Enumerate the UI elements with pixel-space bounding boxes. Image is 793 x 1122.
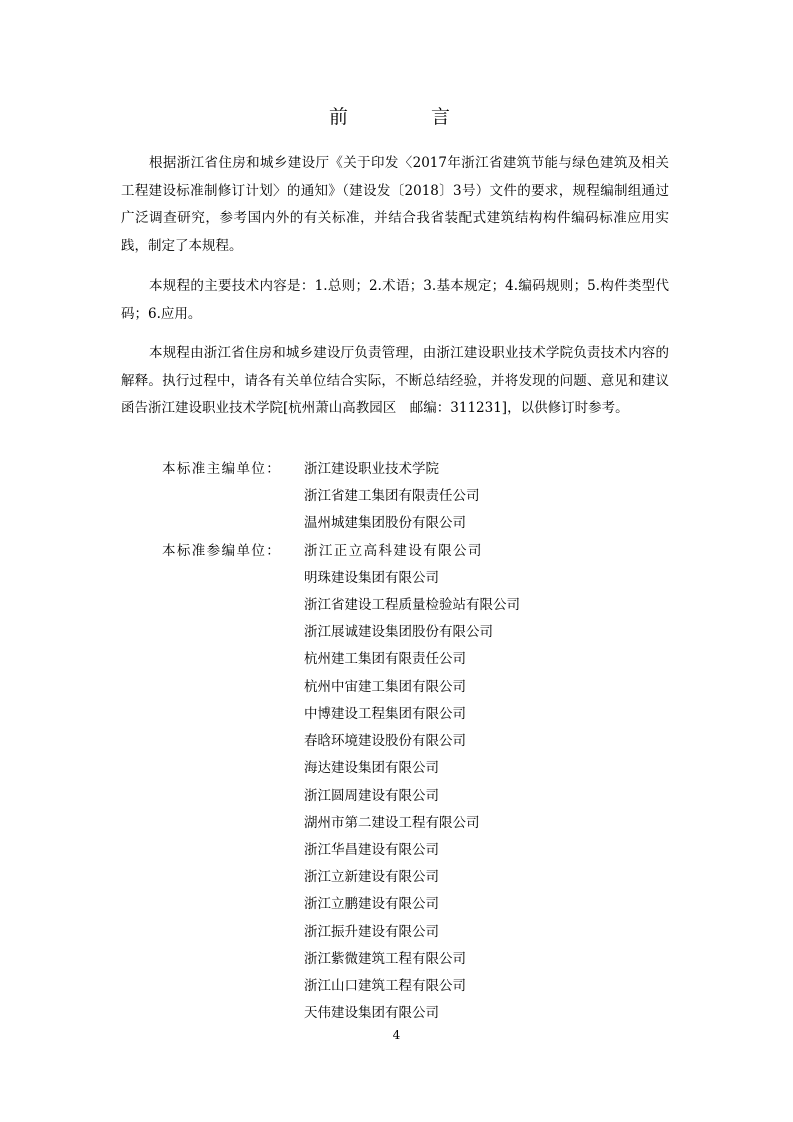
co-editor-unit: 浙江振升建设有限公司 [304, 924, 439, 940]
co-editor-unit: 杭州中宙建工集团有限公司 [304, 679, 466, 695]
co-editor-unit: 中博建设工程集团有限公司 [304, 706, 466, 722]
co-editor-row [0, 677, 793, 697]
co-editor-label: 本标准参编单位： [162, 543, 282, 559]
co-editor-row [0, 758, 793, 778]
co-editor-unit: 浙江正立高科建设有限公司 [304, 543, 483, 559]
co-editor-row [0, 867, 793, 887]
co-editor-row [0, 704, 793, 724]
chief-editor-unit: 浙江建设职业技术学院 [304, 461, 439, 477]
co-editor-row [0, 541, 793, 561]
co-editor-unit: 浙江华昌建设有限公司 [304, 842, 439, 858]
co-editor-row [0, 595, 793, 615]
co-editor-unit: 春晗环境建设股份有限公司 [304, 733, 466, 749]
chief-editor-unit: 浙江省建工集团有限责任公司 [304, 488, 480, 504]
paragraph-basis: 根据浙江省住房和城乡建设厅《关于印发〈2017年浙江省建筑节能与绿色建筑及相关工程建设标准制修订计划〉的通知》（建设发〔2018〕3号）文件的要求，规程编制组通过广泛调查研究，参考国内外的有关标准，并结合我省装配式建筑结构构件编码标准应用实践，制定了本规程。 [121, 155, 669, 254]
co-editor-unit: 浙江圆周建设有限公司 [304, 788, 439, 804]
co-editor-unit: 浙江展诚建设集团股份有限公司 [304, 624, 493, 640]
paragraph-management: 本规程由浙江省住房和城乡建设厅负责管理，由浙江建设职业技术学院负责技术内容的解释。执行过程中，请各有关单位结合实际，不断总结经验，并将发现的问题、意见和建议函告浙江建设职业技术学院[杭州萧山高教园区 邮编：311231]，以供修订时参考。 [121, 345, 669, 416]
co-editor-row [0, 922, 793, 942]
co-editor-row [0, 976, 793, 996]
co-editor-row [0, 813, 793, 833]
co-editor-unit: 浙江立新建设有限公司 [304, 869, 439, 885]
co-editor-unit: 浙江紫微建筑工程有限公司 [304, 951, 466, 967]
co-editor-unit: 浙江省建设工程质量检验站有限公司 [304, 597, 520, 613]
co-editor-unit: 湖州市第二建设工程有限公司 [304, 815, 480, 831]
co-editor-unit: 海达建设集团有限公司 [304, 760, 439, 776]
chief-editor-row [0, 513, 793, 533]
co-editor-row [0, 731, 793, 751]
co-editor-row [0, 622, 793, 642]
co-editor-row [0, 840, 793, 860]
co-editor-row [0, 894, 793, 914]
co-editor-row [0, 949, 793, 969]
chief-editor-row [0, 486, 793, 506]
chief-editor-unit: 温州城建集团股份有限公司 [304, 515, 466, 531]
co-editor-unit: 浙江立鹏建设有限公司 [304, 896, 439, 912]
co-editor-unit: 杭州建工集团有限责任公司 [304, 651, 466, 667]
co-editor-row [0, 568, 793, 588]
co-editor-row [0, 649, 793, 669]
page-number: 4 [392, 1028, 401, 1042]
co-editor-unit: 浙江山口建筑工程有限公司 [304, 978, 466, 994]
chief-editor-label: 本标准主编单位： [162, 461, 282, 477]
co-editor-row [0, 1003, 793, 1023]
page-title: 前 言 [328, 106, 482, 128]
co-editor-unit: 明珠建设集团有限公司 [304, 570, 439, 586]
co-editor-unit: 天伟建设集团有限公司 [304, 1005, 439, 1021]
chief-editor-row [0, 459, 793, 479]
paragraph-contents: 本规程的主要技术内容是：1.总则；2.术语；3.基本规定；4.编码规则；5.构件类型代码；6.应用。 [121, 278, 669, 322]
co-editor-row [0, 786, 793, 806]
